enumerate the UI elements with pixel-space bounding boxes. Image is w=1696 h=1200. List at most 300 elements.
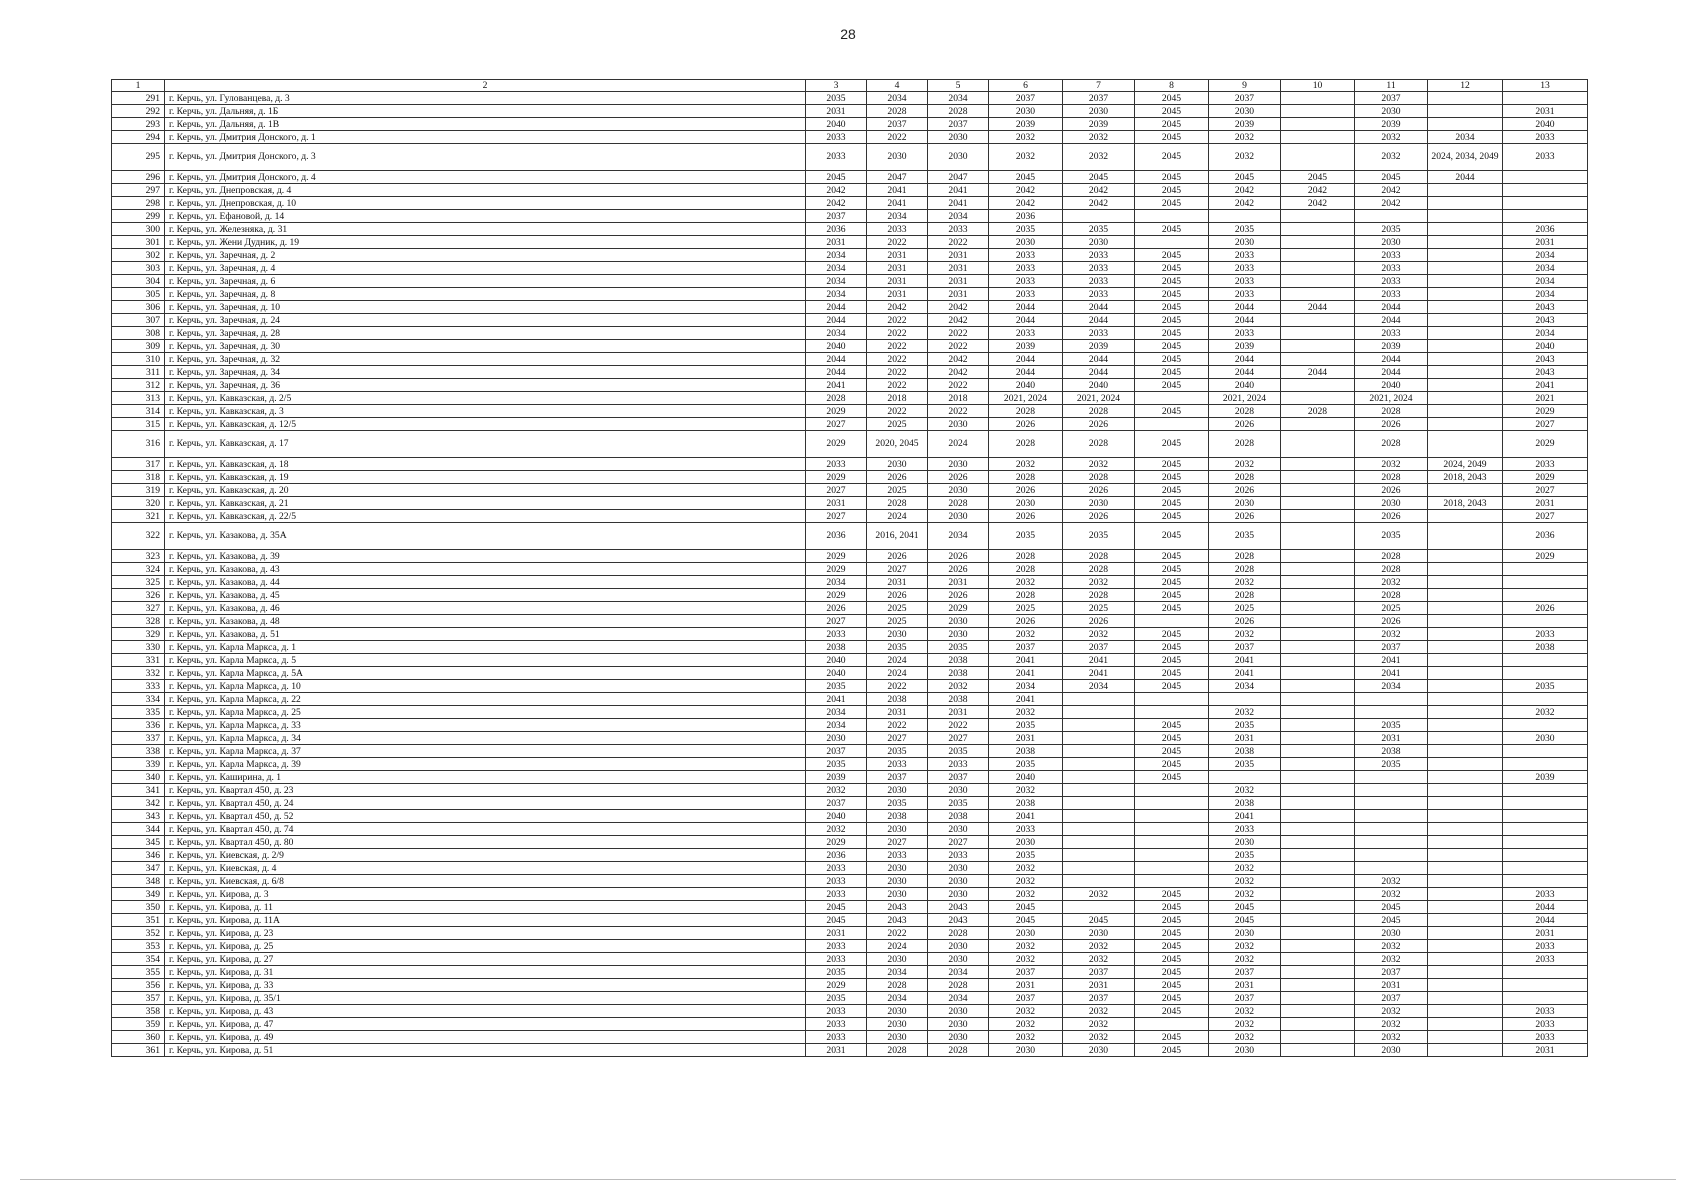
year-cell (1281, 118, 1355, 131)
table-row (112, 758, 1588, 771)
year-cell (1281, 1044, 1355, 1057)
year-cell: 2038 (989, 745, 1063, 758)
year-cell: 2032 (1063, 131, 1135, 144)
year-cell (1428, 223, 1503, 236)
year-cell (1135, 418, 1209, 431)
year-cell: 2030 (867, 144, 928, 171)
year-cell (1428, 275, 1503, 288)
address-cell: г. Керчь, ул. Заречная, д. 8 (165, 288, 806, 301)
year-cell (1281, 797, 1355, 810)
year-cell: 2045 (989, 901, 1063, 914)
year-cell: 2030 (1209, 105, 1281, 118)
table-row (112, 1018, 1588, 1031)
year-cell: 2032 (1355, 940, 1428, 953)
year-cell: 2037 (989, 992, 1063, 1005)
year-cell: 2037 (1063, 641, 1135, 654)
year-cell: 2033 (1503, 628, 1588, 641)
year-cell: 2030 (928, 458, 989, 471)
table-row (112, 249, 1588, 262)
year-cell: 2045 (1135, 992, 1209, 1005)
address-cell: г. Керчь, ул. Киевская, д. 2/9 (165, 849, 806, 862)
table-row (112, 184, 1588, 197)
year-cell (1428, 510, 1503, 523)
table-row (112, 641, 1588, 654)
row-number-cell: 354 (112, 953, 165, 966)
year-cell: 2030 (1209, 1044, 1281, 1057)
year-cell: 2034 (806, 719, 867, 732)
year-cell: 2034 (867, 210, 928, 223)
year-cell (1428, 418, 1503, 431)
address-cell: г. Керчь, ул. Кавказская, д. 18 (165, 458, 806, 471)
year-cell: 2030 (867, 1018, 928, 1031)
table-row (112, 615, 1588, 628)
year-cell (1428, 979, 1503, 992)
bottom-rule (20, 1179, 1676, 1180)
year-cell: 2029 (806, 405, 867, 418)
year-cell: 2018 (867, 392, 928, 405)
address-cell: г. Керчь, ул. Заречная, д. 28 (165, 327, 806, 340)
year-cell: 2033 (867, 223, 928, 236)
year-cell: 2039 (1355, 340, 1428, 353)
year-cell: 2045 (1135, 405, 1209, 418)
row-number-cell: 314 (112, 405, 165, 418)
year-cell (1281, 589, 1355, 602)
year-cell (1063, 771, 1135, 784)
year-cell: 2031 (928, 706, 989, 719)
year-cell: 2045 (1135, 131, 1209, 144)
year-cell: 2045 (1135, 1044, 1209, 1057)
year-cell: 2022 (928, 236, 989, 249)
year-cell: 2025 (1355, 602, 1428, 615)
year-cell: 2038 (806, 641, 867, 654)
year-cell: 2032 (1503, 706, 1588, 719)
address-cell: г. Керчь, ул. Кирова, д. 11А (165, 914, 806, 927)
year-cell: 2028 (989, 405, 1063, 418)
address-cell: г. Керчь, ул. Кирова, д. 25 (165, 940, 806, 953)
year-cell: 2027 (806, 510, 867, 523)
year-cell: 2030 (928, 1005, 989, 1018)
year-cell: 2032 (1209, 1031, 1281, 1044)
year-cell: 2033 (928, 223, 989, 236)
year-cell: 2045 (1063, 171, 1135, 184)
year-cell: 2028 (1355, 563, 1428, 576)
year-cell: 2034 (1503, 249, 1588, 262)
year-cell (1503, 836, 1588, 849)
year-cell: 2033 (1503, 1005, 1588, 1018)
year-cell: 2033 (989, 288, 1063, 301)
row-number-cell: 302 (112, 249, 165, 262)
year-cell: 2033 (928, 849, 989, 862)
year-cell: 2045 (1355, 914, 1428, 927)
year-cell: 2045 (1135, 262, 1209, 275)
row-number-cell: 341 (112, 784, 165, 797)
table-row (112, 418, 1588, 431)
table-row (112, 667, 1588, 680)
year-cell: 2045 (1135, 641, 1209, 654)
year-cell: 2030 (806, 732, 867, 745)
year-cell: 2045 (1209, 901, 1281, 914)
year-cell: 2032 (1063, 144, 1135, 171)
year-cell: 2043 (1503, 314, 1588, 327)
year-cell (1428, 784, 1503, 797)
year-cell: 2033 (1063, 262, 1135, 275)
row-number-cell: 333 (112, 680, 165, 693)
year-cell: 2033 (1355, 249, 1428, 262)
table-row (112, 1031, 1588, 1044)
year-cell: 2031 (806, 927, 867, 940)
year-cell: 2033 (1503, 888, 1588, 901)
row-number-cell: 297 (112, 184, 165, 197)
table-row (112, 732, 1588, 745)
year-cell: 2035 (1209, 523, 1281, 550)
year-cell: 2021, 2024 (1355, 392, 1428, 405)
year-cell (1428, 771, 1503, 784)
year-cell: 2044 (1503, 901, 1588, 914)
year-cell: 2034 (806, 706, 867, 719)
year-cell: 2032 (1063, 628, 1135, 641)
year-cell: 2031 (806, 236, 867, 249)
year-cell: 2035 (1209, 223, 1281, 236)
address-cell: г. Керчь, ул. Гулованцева, д. 3 (165, 92, 806, 105)
year-cell: 2044 (1428, 171, 1503, 184)
year-cell: 2033 (1209, 275, 1281, 288)
year-cell (1281, 223, 1355, 236)
table-row (112, 888, 1588, 901)
column-header-4: 4 (867, 80, 928, 92)
address-cell: г. Керчь, ул. Карла Маркса, д. 5 (165, 654, 806, 667)
year-cell: 2033 (806, 1005, 867, 1018)
year-cell (1063, 745, 1135, 758)
table-row (112, 979, 1588, 992)
year-cell: 2033 (1063, 249, 1135, 262)
year-cell: 2030 (1209, 497, 1281, 510)
year-cell: 2036 (806, 523, 867, 550)
year-cell: 2044 (1503, 914, 1588, 927)
year-cell: 2042 (1281, 197, 1355, 210)
year-cell (1428, 118, 1503, 131)
year-cell: 2045 (1135, 431, 1209, 458)
year-cell: 2028 (867, 105, 928, 118)
year-cell: 2035 (806, 758, 867, 771)
year-cell: 2031 (928, 576, 989, 589)
year-cell: 2044 (989, 353, 1063, 366)
table-row (112, 550, 1588, 563)
year-cell (1428, 667, 1503, 680)
year-cell: 2030 (867, 458, 928, 471)
year-cell (1281, 784, 1355, 797)
address-cell: г. Керчь, ул. Кавказская, д. 21 (165, 497, 806, 510)
year-cell: 2018 (928, 392, 989, 405)
year-cell: 2033 (989, 823, 1063, 836)
year-cell (1135, 693, 1209, 706)
year-cell: 2026 (1063, 510, 1135, 523)
year-cell: 2045 (1135, 771, 1209, 784)
year-cell: 2044 (1281, 366, 1355, 379)
year-cell: 2043 (867, 901, 928, 914)
year-cell: 2037 (1209, 92, 1281, 105)
address-cell: г. Керчь, ул. Кирова, д. 35/1 (165, 992, 806, 1005)
year-cell: 2045 (1063, 914, 1135, 927)
year-cell: 2042 (1063, 184, 1135, 197)
year-cell: 2044 (1355, 366, 1428, 379)
year-cell (1428, 875, 1503, 888)
year-cell: 2033 (806, 1018, 867, 1031)
year-cell: 2039 (806, 771, 867, 784)
year-cell: 2034 (928, 523, 989, 550)
year-cell (1355, 797, 1428, 810)
year-cell: 2028 (1209, 550, 1281, 563)
table-row (112, 654, 1588, 667)
year-cell: 2025 (867, 418, 928, 431)
row-number-cell: 315 (112, 418, 165, 431)
year-cell (1428, 1018, 1503, 1031)
year-cell: 2024, 2034, 2049 (1428, 144, 1503, 171)
year-cell: 2037 (928, 771, 989, 784)
row-number-cell: 327 (112, 602, 165, 615)
year-cell: 2032 (1063, 576, 1135, 589)
year-cell (1428, 431, 1503, 458)
year-cell: 2029 (806, 979, 867, 992)
year-cell: 2033 (806, 953, 867, 966)
year-cell (1428, 484, 1503, 497)
year-cell: 2044 (1209, 301, 1281, 314)
year-cell: 2044 (1355, 353, 1428, 366)
table-row (112, 262, 1588, 275)
year-cell: 2041 (1209, 667, 1281, 680)
year-cell: 2028 (1063, 431, 1135, 458)
year-cell: 2044 (806, 301, 867, 314)
table-row (112, 314, 1588, 327)
year-cell (1428, 184, 1503, 197)
year-cell: 2034 (806, 288, 867, 301)
year-cell (1428, 745, 1503, 758)
year-cell: 2030 (1209, 836, 1281, 849)
year-cell (1135, 392, 1209, 405)
year-cell: 2032 (989, 1018, 1063, 1031)
table-row (112, 706, 1588, 719)
year-cell: 2030 (867, 784, 928, 797)
year-cell (1281, 510, 1355, 523)
address-cell: г. Керчь, ул. Квартал 450, д. 23 (165, 784, 806, 797)
year-cell: 2025 (867, 602, 928, 615)
year-cell: 2039 (1209, 340, 1281, 353)
year-cell: 2030 (1355, 927, 1428, 940)
row-number-cell: 324 (112, 563, 165, 576)
year-cell (1281, 236, 1355, 249)
address-cell: г. Керчь, ул. Карла Маркса, д. 1 (165, 641, 806, 654)
year-cell (1355, 849, 1428, 862)
year-cell (1281, 327, 1355, 340)
year-cell: 2033 (806, 458, 867, 471)
year-cell: 2031 (1503, 105, 1588, 118)
year-cell: 2026 (1209, 510, 1281, 523)
year-cell: 2028 (1063, 589, 1135, 602)
year-cell (1355, 823, 1428, 836)
year-cell (1428, 719, 1503, 732)
address-cell: г. Керчь, ул. Заречная, д. 32 (165, 353, 806, 366)
year-cell: 2037 (806, 797, 867, 810)
year-cell (1063, 758, 1135, 771)
year-cell: 2030 (1503, 732, 1588, 745)
year-cell: 2026 (1063, 484, 1135, 497)
year-cell: 2031 (867, 576, 928, 589)
year-cell (1281, 758, 1355, 771)
year-cell: 2028 (1355, 431, 1428, 458)
year-cell: 2022 (928, 340, 989, 353)
year-cell: 2041 (1503, 379, 1588, 392)
year-cell: 2040 (806, 340, 867, 353)
year-cell: 2045 (1209, 171, 1281, 184)
year-cell: 2032 (1355, 1005, 1428, 1018)
year-cell (1428, 563, 1503, 576)
year-cell: 2037 (989, 966, 1063, 979)
year-cell: 2041 (867, 184, 928, 197)
year-cell: 2032 (989, 706, 1063, 719)
year-cell (1281, 418, 1355, 431)
year-cell: 2033 (1503, 131, 1588, 144)
year-cell: 2032 (1209, 953, 1281, 966)
table-row (112, 589, 1588, 602)
row-number-cell: 351 (112, 914, 165, 927)
year-cell: 2029 (1503, 471, 1588, 484)
table-row (112, 510, 1588, 523)
address-cell: г. Керчь, ул. Железняка, д. 31 (165, 223, 806, 236)
year-cell: 2032 (1355, 953, 1428, 966)
year-cell: 2031 (867, 706, 928, 719)
year-cell: 2026 (1063, 615, 1135, 628)
year-cell (1281, 979, 1355, 992)
year-cell: 2030 (928, 784, 989, 797)
address-cell: г. Керчь, ул. Карла Маркса, д. 33 (165, 719, 806, 732)
year-cell: 2037 (867, 771, 928, 784)
year-cell (1503, 563, 1588, 576)
table-row (112, 823, 1588, 836)
row-number-cell: 360 (112, 1031, 165, 1044)
year-cell: 2032 (1355, 144, 1428, 171)
year-cell: 2033 (1503, 940, 1588, 953)
row-number-cell: 340 (112, 771, 165, 784)
year-cell: 2030 (928, 940, 989, 953)
year-cell (1428, 797, 1503, 810)
address-cell: г. Керчь, ул. Кавказская, д. 19 (165, 471, 806, 484)
year-cell: 2045 (1135, 576, 1209, 589)
year-cell: 2034 (1503, 288, 1588, 301)
year-cell: 2032 (1355, 888, 1428, 901)
year-cell: 2045 (989, 171, 1063, 184)
row-number-cell: 301 (112, 236, 165, 249)
year-cell: 2033 (928, 758, 989, 771)
year-cell (1281, 992, 1355, 1005)
year-cell (1428, 992, 1503, 1005)
year-cell: 2045 (1135, 171, 1209, 184)
year-cell (1428, 340, 1503, 353)
year-cell: 2032 (806, 784, 867, 797)
address-cell: г. Керчь, ул. Казакова, д. 51 (165, 628, 806, 641)
year-cell: 2038 (928, 693, 989, 706)
table-row (112, 810, 1588, 823)
year-cell: 2040 (1503, 118, 1588, 131)
year-cell (1503, 719, 1588, 732)
year-cell: 2022 (867, 680, 928, 693)
address-cell: г. Керчь, ул. Квартал 450, д. 80 (165, 836, 806, 849)
year-cell: 2022 (867, 131, 928, 144)
year-cell: 2030 (928, 510, 989, 523)
year-cell (1503, 992, 1588, 1005)
year-cell (1503, 667, 1588, 680)
year-cell: 2040 (1063, 379, 1135, 392)
year-cell: 2042 (806, 197, 867, 210)
year-cell: 2027 (928, 836, 989, 849)
year-cell: 2031 (1355, 732, 1428, 745)
year-cell: 2045 (1135, 927, 1209, 940)
year-cell (1428, 927, 1503, 940)
year-cell: 2030 (928, 615, 989, 628)
year-cell: 2035 (806, 680, 867, 693)
year-cell: 2032 (989, 1005, 1063, 1018)
year-cell (1428, 262, 1503, 275)
year-cell: 2039 (1209, 118, 1281, 131)
year-cell: 2033 (806, 1031, 867, 1044)
column-header-6: 6 (989, 80, 1063, 92)
year-cell: 2031 (1503, 497, 1588, 510)
row-number-cell: 343 (112, 810, 165, 823)
year-cell: 2044 (989, 314, 1063, 327)
table-row (112, 693, 1588, 706)
year-cell: 2031 (806, 1044, 867, 1057)
year-cell (1281, 875, 1355, 888)
year-cell (1503, 589, 1588, 602)
year-cell (1428, 1044, 1503, 1057)
address-cell: г. Керчь, ул. Заречная, д. 34 (165, 366, 806, 379)
year-cell: 2036 (1503, 523, 1588, 550)
year-cell: 2045 (1135, 1031, 1209, 1044)
year-cell: 2037 (1355, 92, 1428, 105)
row-number-cell: 316 (112, 431, 165, 458)
year-cell: 2031 (867, 262, 928, 275)
year-cell: 2025 (1209, 602, 1281, 615)
year-cell: 2026 (867, 550, 928, 563)
year-cell (1281, 275, 1355, 288)
year-cell (1281, 340, 1355, 353)
year-cell: 2044 (1063, 314, 1135, 327)
year-cell (1281, 314, 1355, 327)
table-row (112, 1005, 1588, 1018)
year-cell: 2044 (1355, 301, 1428, 314)
address-cell: г. Керчь, ул. Квартал 450, д. 24 (165, 797, 806, 810)
year-cell: 2030 (928, 875, 989, 888)
year-cell: 2045 (1135, 197, 1209, 210)
year-cell (1281, 953, 1355, 966)
year-cell: 2031 (1209, 979, 1281, 992)
year-cell (1063, 901, 1135, 914)
year-cell (1281, 563, 1355, 576)
year-cell: 2028 (1355, 405, 1428, 418)
year-cell: 2038 (928, 654, 989, 667)
year-cell (1428, 353, 1503, 366)
year-cell: 2042 (1281, 184, 1355, 197)
year-cell: 2045 (1135, 1005, 1209, 1018)
year-cell (1281, 771, 1355, 784)
year-cell (1428, 197, 1503, 210)
row-number-cell: 347 (112, 862, 165, 875)
year-cell: 2026 (1503, 602, 1588, 615)
address-cell: г. Керчь, ул. Карла Маркса, д. 25 (165, 706, 806, 719)
year-cell: 2041 (1209, 654, 1281, 667)
year-cell: 2027 (1503, 418, 1588, 431)
year-cell: 2029 (1503, 550, 1588, 563)
address-cell: г. Керчь, ул. Казакова, д. 39 (165, 550, 806, 563)
year-cell: 2042 (806, 184, 867, 197)
